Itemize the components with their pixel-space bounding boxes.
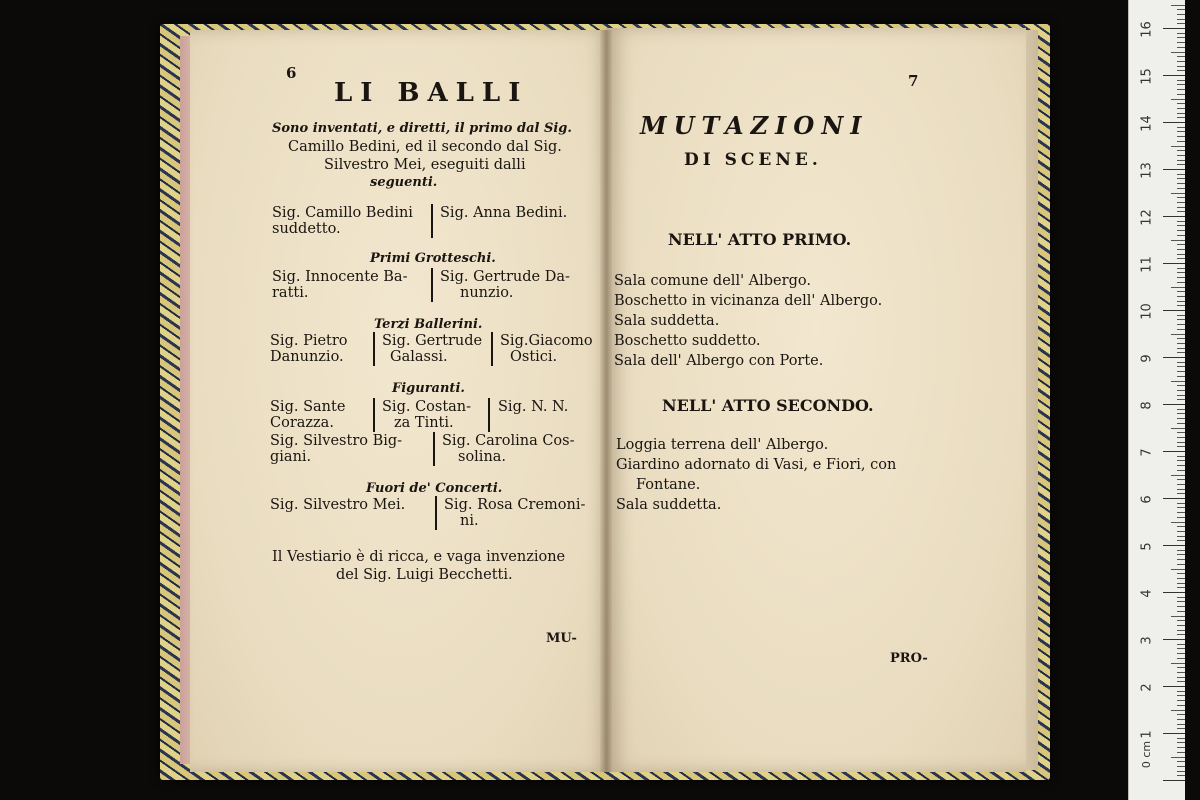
- act2-scene: Sala suddetta.: [616, 497, 722, 513]
- ruler-tick: [1163, 780, 1185, 781]
- ruler-tick: [1177, 606, 1185, 607]
- ruler-tick: [1177, 681, 1185, 682]
- ruler-tick: [1171, 240, 1185, 241]
- ruler-tick: [1177, 230, 1185, 231]
- ruler-tick: [1177, 625, 1185, 626]
- figuranti-heading: Figuranti.: [392, 381, 465, 396]
- ruler-tick: [1177, 724, 1185, 725]
- concerti-col1-line1: Sig. Silvestro Mei.: [270, 497, 406, 513]
- ruler-tick: [1177, 587, 1185, 588]
- ruler-number: 4: [1139, 589, 1155, 598]
- terzi-col2-line2: Galassi.: [390, 349, 448, 365]
- column-separator: [433, 432, 435, 466]
- ruler-tick: [1177, 282, 1185, 283]
- ruler-tick: [1177, 348, 1185, 349]
- ruler-tick: [1177, 658, 1185, 659]
- concerti-heading: Fuori de' Concerti.: [366, 481, 503, 496]
- ruler-tick: [1177, 61, 1185, 62]
- ruler-tick: [1177, 667, 1185, 668]
- terzi-heading: Terzi Ballerini.: [374, 317, 483, 332]
- ruler-tick: [1177, 484, 1185, 485]
- terzi-col3-line2: Ostici.: [510, 349, 558, 365]
- column-separator: [435, 496, 437, 530]
- ruler-tick: [1177, 183, 1185, 184]
- ruler-tick: [1177, 272, 1185, 273]
- left-page-number: 6: [286, 64, 297, 82]
- ruler-tick: [1171, 757, 1185, 758]
- ruler-tick: [1163, 404, 1185, 405]
- column-separator: [491, 332, 493, 366]
- ruler-tick: [1177, 564, 1185, 565]
- ruler-number: 8: [1139, 401, 1155, 410]
- figuranti-r2-col1-line2: giani.: [270, 449, 312, 465]
- left-page: [190, 30, 610, 772]
- ruler-tick: [1177, 188, 1185, 189]
- ruler-number: 2: [1139, 683, 1155, 692]
- ruler-tick: [1177, 136, 1185, 137]
- ruler-tick: [1177, 42, 1185, 43]
- ruler-tick: [1177, 507, 1185, 508]
- ruler-number: 10: [1139, 303, 1155, 320]
- ruler-tick: [1177, 197, 1185, 198]
- ruler-tick: [1177, 413, 1185, 414]
- ruler-tick: [1171, 428, 1185, 429]
- act2-heading: NELL' ATTO SECONDO.: [662, 396, 874, 415]
- ruler-tick: [1177, 221, 1185, 222]
- ruler-tick: [1177, 319, 1185, 320]
- ruler-tick: [1177, 493, 1185, 494]
- ruler-tick: [1177, 70, 1185, 71]
- ruler-number: 15: [1139, 68, 1155, 85]
- principal-col2-line1: Sig. Anna Bedini.: [440, 205, 568, 221]
- act1-heading: NELL' ATTO PRIMO.: [668, 230, 852, 249]
- ruler-number: 5: [1139, 542, 1155, 551]
- ruler-tick: [1177, 465, 1185, 466]
- ruler-tick: [1177, 559, 1185, 560]
- ruler-tick: [1171, 99, 1185, 100]
- vestiario-line-1: Il Vestiario è di ricca, e vaga invenzione: [272, 549, 566, 565]
- ruler-tick: [1177, 536, 1185, 537]
- ruler-tick: [1177, 150, 1185, 151]
- right-page-number: 7: [908, 72, 919, 90]
- ruler-tick: [1171, 710, 1185, 711]
- ruler-tick: [1177, 211, 1185, 212]
- ruler-tick: [1163, 169, 1185, 170]
- ruler-tick: [1177, 691, 1185, 692]
- ruler-unit-label: 0 cm: [1140, 740, 1154, 769]
- ruler-tick: [1177, 338, 1185, 339]
- ruler-tick: [1177, 611, 1185, 612]
- ruler-number: 12: [1139, 209, 1155, 226]
- act2-scene: Giardino adornato di Vasi, e Fiori, con: [616, 457, 897, 473]
- ruler-tick: [1177, 437, 1185, 438]
- ruler-number: 14: [1139, 115, 1155, 132]
- ruler-tick: [1177, 653, 1185, 654]
- figuranti-r1-col1-line1: Sig. Sante: [270, 399, 346, 415]
- ruler-tick: [1163, 357, 1185, 358]
- ruler-tick: [1171, 663, 1185, 664]
- ruler-tick: [1177, 714, 1185, 715]
- ruler-tick: [1177, 80, 1185, 81]
- ruler-tick: [1177, 442, 1185, 443]
- left-catchword: MU-: [546, 631, 577, 646]
- ruler-tick: [1171, 146, 1185, 147]
- ruler-tick: [1171, 287, 1185, 288]
- measuring-ruler: [1128, 0, 1185, 800]
- ruler-tick: [1177, 352, 1185, 353]
- act1-scene: Boschetto in vicinanza dell' Albergo.: [614, 293, 883, 309]
- ruler-tick: [1177, 296, 1185, 297]
- ruler-tick: [1177, 620, 1185, 621]
- ruler-tick: [1163, 216, 1185, 217]
- ruler-tick: [1177, 94, 1185, 95]
- ruler-tick: [1177, 719, 1185, 720]
- ruler-tick: [1177, 583, 1185, 584]
- ruler-tick: [1177, 84, 1185, 85]
- primi-heading: Primi Grotteschi.: [370, 251, 496, 266]
- ruler-tick: [1177, 456, 1185, 457]
- ruler-tick: [1163, 75, 1185, 76]
- ruler-tick: [1171, 569, 1185, 570]
- ruler-tick: [1177, 178, 1185, 179]
- ruler-number: 11: [1139, 256, 1155, 273]
- ruler-number: 9: [1139, 354, 1155, 363]
- ruler-tick: [1177, 601, 1185, 602]
- ruler-tick: [1177, 470, 1185, 471]
- ruler-tick: [1177, 550, 1185, 551]
- act1-scene: Boschetto suddetto.: [614, 333, 761, 349]
- ruler-tick: [1177, 395, 1185, 396]
- ruler-tick: [1163, 545, 1185, 546]
- ruler-tick: [1163, 310, 1185, 311]
- ruler-tick: [1177, 164, 1185, 165]
- ruler-tick: [1177, 371, 1185, 372]
- ruler-tick: [1177, 249, 1185, 250]
- figuranti-r1-col1-line2: Corazza.: [270, 415, 334, 431]
- ruler-tick: [1177, 554, 1185, 555]
- ruler-tick: [1177, 695, 1185, 696]
- ruler-tick: [1177, 672, 1185, 673]
- act1-scene: Sala comune dell' Albergo.: [614, 273, 811, 289]
- ruler-tick: [1177, 747, 1185, 748]
- ruler-tick: [1177, 526, 1185, 527]
- ruler-number: 6: [1139, 495, 1155, 504]
- ruler-tick: [1177, 207, 1185, 208]
- ruler-tick: [1177, 14, 1185, 15]
- ruler-tick: [1177, 540, 1185, 541]
- column-separator: [373, 398, 375, 432]
- ruler-tick: [1177, 446, 1185, 447]
- ruler-tick: [1177, 761, 1185, 762]
- figuranti-r1-col3-line1: Sig. N. N.: [498, 399, 569, 415]
- act1-scene: Sala suddetta.: [614, 313, 720, 329]
- ruler-tick: [1177, 752, 1185, 753]
- ruler-tick: [1177, 113, 1185, 114]
- ruler-tick: [1177, 578, 1185, 579]
- ruler-tick: [1177, 489, 1185, 490]
- ruler-tick: [1171, 475, 1185, 476]
- concerti-col2-line1: Sig. Rosa Cremoni-: [444, 497, 586, 513]
- ruler-number: 3: [1139, 636, 1155, 645]
- column-separator: [431, 268, 433, 302]
- ruler-tick: [1177, 460, 1185, 461]
- figuranti-r2-col2-line1: Sig. Carolina Cos-: [442, 433, 575, 449]
- intro-line-2: Camillo Bedini, ed il secondo dal Sig.: [288, 139, 562, 155]
- ruler-tick: [1171, 334, 1185, 335]
- ruler-number: 1: [1139, 730, 1155, 739]
- ruler-tick: [1177, 771, 1185, 772]
- figuranti-r2-col2-line2: solina.: [458, 449, 507, 465]
- ruler-tick: [1177, 291, 1185, 292]
- ruler-tick: [1171, 616, 1185, 617]
- ruler-tick: [1163, 686, 1185, 687]
- intro-line-1: Sono inventati, e diretti, il primo dal Sig.: [272, 121, 572, 136]
- ruler-tick: [1177, 127, 1185, 128]
- ruler-tick: [1177, 33, 1185, 34]
- act1-scene: Sala dell' Albergo con Porte.: [614, 353, 824, 369]
- terzi-col1-line2: Danunzio.: [270, 349, 344, 365]
- ruler-tick: [1177, 705, 1185, 706]
- ruler-tick: [1177, 66, 1185, 67]
- ruler-tick: [1177, 418, 1185, 419]
- ruler-number: 13: [1139, 162, 1155, 179]
- terzi-col2-line1: Sig. Gertrude: [382, 333, 483, 349]
- ruler-tick: [1171, 5, 1185, 6]
- ruler-tick: [1177, 479, 1185, 480]
- ruler-tick: [1177, 117, 1185, 118]
- ruler-tick: [1177, 432, 1185, 433]
- ruler-tick: [1177, 174, 1185, 175]
- ruler-number: 16: [1139, 21, 1155, 38]
- ruler-tick: [1171, 381, 1185, 382]
- ruler-tick: [1177, 131, 1185, 132]
- ruler-tick: [1177, 37, 1185, 38]
- concerti-col2-line2: ni.: [460, 513, 479, 529]
- ruler-tick: [1177, 766, 1185, 767]
- column-separator: [488, 398, 490, 432]
- right-catchword: PRO-: [890, 651, 928, 666]
- ruler-tick: [1177, 141, 1185, 142]
- terzi-col1-line1: Sig. Pietro: [270, 333, 348, 349]
- ruler-tick: [1177, 23, 1185, 24]
- ruler-tick: [1177, 385, 1185, 386]
- ruler-tick: [1163, 451, 1185, 452]
- ruler-tick: [1177, 19, 1185, 20]
- principal-col1-line2: suddetto.: [272, 221, 341, 237]
- column-separator: [373, 332, 375, 366]
- ruler-tick: [1171, 52, 1185, 53]
- ruler-tick: [1177, 366, 1185, 367]
- ruler-tick: [1177, 324, 1185, 325]
- terzi-col3-line1: Sig.Giacomo: [500, 333, 593, 349]
- ruler-tick: [1177, 648, 1185, 649]
- ruler-tick: [1177, 573, 1185, 574]
- ruler-tick: [1177, 390, 1185, 391]
- intro-line-3: Silvestro Mei, eseguiti dalli: [324, 157, 526, 173]
- ruler-tick: [1177, 315, 1185, 316]
- left-page-title: LI BALLI: [334, 78, 529, 108]
- ruler-tick: [1177, 89, 1185, 90]
- ruler-tick: [1177, 277, 1185, 278]
- ruler-tick: [1163, 122, 1185, 123]
- ruler-tick: [1177, 531, 1185, 532]
- ruler-tick: [1177, 343, 1185, 344]
- intro-line-4: seguenti.: [370, 175, 438, 190]
- ruler-tick: [1177, 47, 1185, 48]
- ruler-tick: [1163, 592, 1185, 593]
- ruler-tick: [1177, 329, 1185, 330]
- figuranti-r1-col2-line2: za Tinti.: [394, 415, 454, 431]
- ruler-tick: [1177, 108, 1185, 109]
- ruler-tick: [1177, 728, 1185, 729]
- primi-col1-line1: Sig. Innocente Ba-: [272, 269, 408, 285]
- figuranti-r1-col2-line1: Sig. Costan-: [382, 399, 472, 415]
- ruler-tick: [1177, 362, 1185, 363]
- ruler-tick: [1177, 268, 1185, 269]
- ruler-tick: [1163, 498, 1185, 499]
- column-separator: [431, 204, 433, 238]
- primi-col2-line1: Sig. Gertrude Da-: [440, 269, 570, 285]
- ruler-tick: [1177, 700, 1185, 701]
- right-page: [606, 28, 1026, 772]
- ruler-tick: [1177, 258, 1185, 259]
- ruler-tick: [1177, 244, 1185, 245]
- ruler-tick: [1171, 522, 1185, 523]
- ruler-tick: [1177, 503, 1185, 504]
- ruler-tick: [1177, 517, 1185, 518]
- ruler-number: 7: [1139, 448, 1155, 457]
- right-page-subtitle: DI SCENE.: [684, 150, 822, 170]
- ruler-tick: [1177, 376, 1185, 377]
- ruler-tick: [1177, 634, 1185, 635]
- ruler-tick: [1177, 56, 1185, 57]
- book-gutter: [600, 30, 612, 772]
- ruler-tick: [1177, 301, 1185, 302]
- ruler-tick: [1163, 639, 1185, 640]
- ruler-tick: [1177, 235, 1185, 236]
- right-page-title: MUTAZIONI: [640, 111, 869, 140]
- ruler-tick: [1177, 225, 1185, 226]
- ruler-tick: [1177, 677, 1185, 678]
- ruler-tick: [1177, 155, 1185, 156]
- ruler-tick: [1171, 193, 1185, 194]
- primi-col1-line2: ratti.: [272, 285, 309, 301]
- ruler-tick: [1177, 399, 1185, 400]
- ruler-tick: [1177, 160, 1185, 161]
- ruler-tick: [1177, 644, 1185, 645]
- act2-scene: Loggia terrena dell' Albergo.: [616, 437, 829, 453]
- ruler-tick: [1177, 738, 1185, 739]
- principal-col1-line1: Sig. Camillo Bedini: [272, 205, 413, 221]
- vestiario-line-2: del Sig. Luigi Becchetti.: [336, 567, 513, 583]
- ruler-tick: [1177, 305, 1185, 306]
- ruler-tick: [1163, 28, 1185, 29]
- ruler-tick: [1177, 202, 1185, 203]
- ruler-tick: [1177, 630, 1185, 631]
- ruler-tick: [1163, 733, 1185, 734]
- primi-col2-line2: nunzio.: [460, 285, 514, 301]
- ruler-tick: [1177, 742, 1185, 743]
- figuranti-r2-col1-line1: Sig. Silvestro Big-: [270, 433, 403, 449]
- ruler-tick: [1177, 423, 1185, 424]
- ruler-tick: [1177, 9, 1185, 10]
- ruler-tick: [1177, 775, 1185, 776]
- ruler-tick: [1177, 254, 1185, 255]
- ruler-tick: [1163, 263, 1185, 264]
- ruler-tick: [1177, 409, 1185, 410]
- ruler-tick: [1177, 103, 1185, 104]
- ruler-tick: [1177, 597, 1185, 598]
- ruler-tick: [1177, 512, 1185, 513]
- act2-scene: Fontane.: [636, 477, 701, 493]
